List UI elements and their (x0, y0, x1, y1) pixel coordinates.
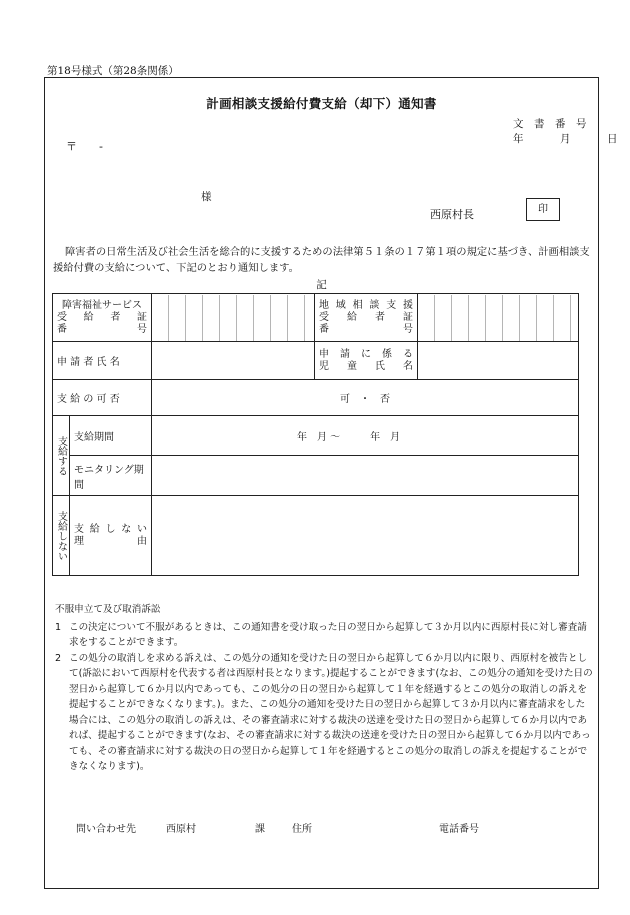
reason-label-line1: 支 給 し な い (74, 523, 147, 535)
child-name-label-line1: 申 請 に 係 る (319, 348, 413, 360)
reason-field[interactable] (152, 496, 579, 576)
appeal-note-text: この決定について不服があるときは、この通知書を受け取った日の翌日から起算して３か月以内に西原村長に対し審査請求をすることができます。 (69, 621, 587, 648)
appeal-note-number: 1 (55, 621, 62, 633)
regional-cert-label-line2: 受 給 者 証 (319, 311, 413, 323)
child-name-field[interactable] (418, 342, 579, 380)
document-number-label: 文 書 番 号 (513, 118, 587, 130)
recipient-cert-label-line3: 番 号 (57, 324, 147, 335)
ki-label: 記 (316, 279, 327, 291)
recipient-cert-label-line2: 受 給 者 証 (57, 312, 147, 323)
approval-choice[interactable]: 可 ・ 否 (152, 380, 579, 416)
pay-group-label: 支給する (53, 416, 70, 496)
period-field[interactable]: 年 月 ～ 年 月 (152, 416, 579, 456)
recipient-cert-label (53, 294, 152, 342)
issuer-title: 西原村長 (430, 208, 474, 221)
recipient-honorific: 様 (201, 191, 212, 203)
monitoring-period-label: モニタリング期間 (70, 456, 152, 496)
appeal-note-item (55, 620, 593, 651)
date-label: 年 月 日 (513, 133, 630, 145)
seal-box: 印 (526, 198, 560, 221)
phone-label: 電話番号 (439, 824, 479, 835)
section-label: 課 (255, 824, 265, 835)
appeal-note-number: 2 (55, 652, 62, 664)
address-label: 住所 (292, 824, 312, 835)
notice-form (44, 77, 630, 889)
appeal-note-item (55, 651, 593, 775)
nopay-group-label: 支給しない (53, 496, 70, 576)
regional-cert-number-field[interactable] (418, 294, 579, 342)
appeal-notes-heading: 不服申立て及び取消訴訟 (55, 604, 161, 615)
monitoring-period-field[interactable] (152, 456, 579, 496)
postal-code-field[interactable]: 〒 - (66, 140, 103, 153)
child-name-label (315, 342, 418, 380)
recipient-cert-label-line1: 障害福祉サービス (62, 300, 142, 311)
inquiry-label: 問い合わせ先 (76, 824, 136, 835)
reason-label-line2: 理 由 (74, 535, 147, 547)
recipient-cert-number-field[interactable] (152, 294, 315, 342)
child-name-label-line2: 児 童 氏 名 (319, 360, 413, 372)
applicant-name-label: 申 請 者 氏 名 (53, 342, 152, 380)
regional-cert-label-line1: 地域相談支援 (319, 299, 413, 311)
regional-cert-label-line3: 番 号 (319, 323, 413, 335)
intro-paragraph: 障害者の日常生活及び社会生活を総合的に支援するための法律第５１条の１７第１項の規定に基づき、計画相談支援給付費の支給について、下記のとおり通知します。 (53, 246, 590, 274)
period-label: 支給期間 (70, 416, 152, 456)
village-label: 西原村 (166, 824, 196, 835)
regional-cert-label (315, 294, 418, 342)
decision-table (52, 293, 579, 576)
document-title: 計画相談支援給付費支給（却下）通知書 (206, 96, 437, 111)
appeal-note-text: この処分の取消しを求める訴えは、この処分の通知を受けた日の翌日から起算して６か月以内に限り、西原村を被告として(訴訟において西原村を代表する者は西原村長となります。)提起することができます(なお、この処分の通知を受けた日の翌日から起算して６か月以内であっても、この処分の日の翌日から起算して１年を経過するとこの処分の取消しの訴えを提起することができなくなります。)。また、この処分の通知を受けた日の翌日から起算して３か月以内に審査請求をした場合には、この処分の取消しの訴えは、その審査請求に対する裁決の送達を受けた日の翌日から起算して６か月以内であれば、提起することができます(なお、その審査請求に対する裁決の送達を受けた日の翌日から起算して６か月以内であっても、その審査請求に対する裁決の日の翌日から起算して１年を経過するとこの処分の取消しの訴えを提起することができなくなります)。 (69, 652, 593, 772)
approval-label: 支 給 の 可 否 (53, 380, 152, 416)
reason-label (70, 496, 152, 576)
applicant-name-field[interactable] (152, 342, 315, 380)
appeal-notes (55, 602, 593, 775)
form-number: 第18号様式（第28条関係） (47, 65, 179, 77)
